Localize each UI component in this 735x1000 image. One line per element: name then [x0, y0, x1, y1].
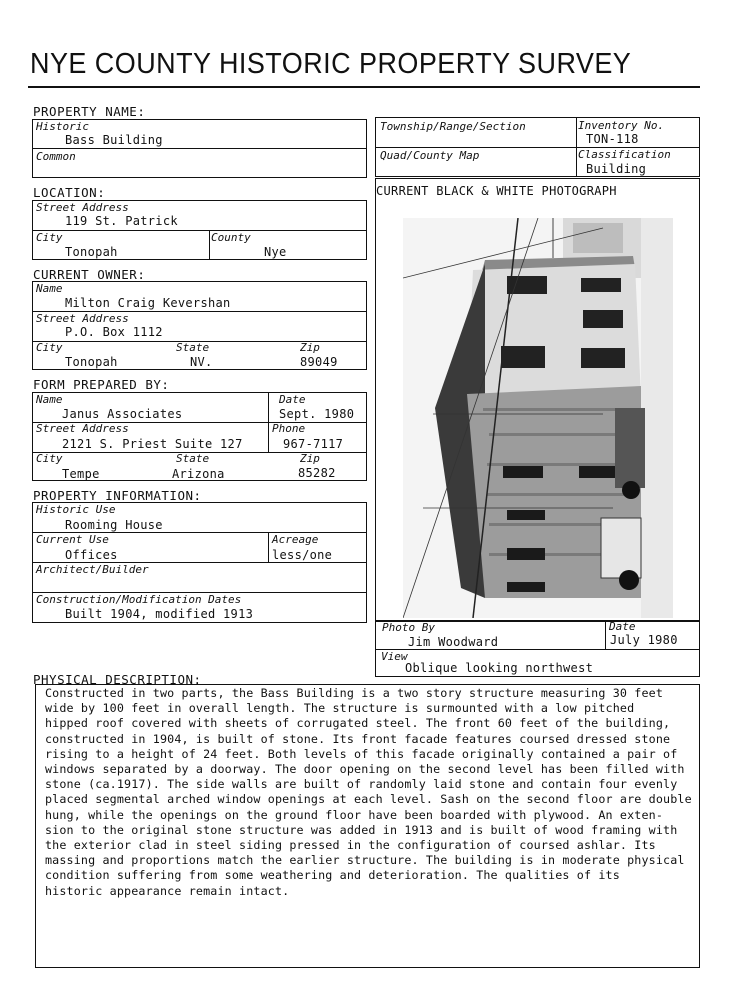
description-line: hung, while the openings on the ground floor have been boarded with plywood. An exten-	[45, 807, 664, 822]
owner-state-label: State	[176, 341, 210, 354]
photo-by-value: Jim Woodward	[408, 635, 499, 649]
page-title: NYE COUNTY HISTORIC PROPERTY SURVEY	[30, 48, 632, 80]
prepared-name-label: Name	[36, 393, 63, 406]
historic-name-label: Historic	[36, 120, 89, 133]
description-line: windows separated by a doorway. The door opening on the second level has been filled with	[45, 762, 685, 777]
historic-name-value: Bass Building	[65, 133, 163, 147]
prepared-state-label: State	[176, 452, 210, 465]
quad-map-label: Quad/County Map	[380, 149, 480, 162]
inventory-label: Inventory No.	[578, 119, 665, 132]
acreage-label: Acreage	[272, 533, 319, 546]
property-name-heading: PROPERTY NAME:	[33, 104, 146, 119]
description-line: stone (ca.1917). The side walls are built of randomly laid stone and contain four evenly	[45, 777, 678, 792]
title-underline	[28, 86, 700, 88]
prepared-heading: FORM PREPARED BY:	[33, 377, 170, 392]
dates-label: Construction/Modification Dates	[36, 593, 242, 606]
prepared-date-value: Sept. 1980	[279, 407, 355, 421]
prepared-zip-label: Zip	[300, 452, 320, 465]
prepared-street-value: 2121 S. Priest Suite 127	[62, 437, 243, 451]
owner-zip-value: 89049	[300, 355, 338, 369]
location-county-value: Nye	[264, 245, 287, 259]
location-street-label: Street Address	[36, 201, 129, 214]
photo-date-label: Date	[609, 620, 636, 633]
owner-zip-label: Zip	[300, 341, 320, 354]
prepared-phone-value: 967-7117	[283, 437, 344, 451]
architect-label: Architect/Builder	[36, 563, 149, 576]
location-city-value: Tonopah	[65, 245, 118, 259]
description-line: wide by 100 feet in overall length. The structure is surmounted with a low pitched	[45, 701, 635, 716]
location-heading: LOCATION:	[33, 185, 106, 200]
owner-state-value: NV.	[190, 355, 213, 369]
building-photograph	[403, 218, 673, 618]
common-name-label: Common	[36, 150, 76, 163]
township-label: Township/Range/Section	[380, 120, 526, 133]
owner-heading: CURRENT OWNER:	[33, 267, 146, 282]
location-street-value: 119 St. Patrick	[65, 214, 178, 228]
prepared-city-value: Tempe	[62, 467, 100, 481]
acreage-value: less/one	[272, 548, 333, 562]
location-city-label: City	[36, 231, 63, 244]
description-line: historic appearance remain intact.	[45, 883, 290, 898]
description-line: constructed in 1904, is built of stone. Its front facade features coursed dressed stone	[45, 731, 671, 746]
owner-city-label: City	[36, 341, 63, 354]
current-use-value: Offices	[65, 548, 118, 562]
photo-date-value: July 1980	[610, 633, 678, 647]
owner-name-label: Name	[36, 282, 63, 295]
prepared-street-label: Street Address	[36, 422, 129, 435]
location-county-label: County	[211, 231, 251, 244]
classification-value: Building	[586, 162, 647, 176]
prepared-zip-value: 85282	[298, 466, 336, 480]
physical-description-text	[45, 686, 692, 899]
description-line: the exterior clad in steel siding pressed in the configuration of coursed ashlar. Its	[45, 838, 656, 853]
property-info-heading: PROPERTY INFORMATION:	[33, 488, 202, 503]
current-use-label: Current Use	[36, 533, 109, 546]
historic-use-value: Rooming House	[65, 518, 163, 532]
description-line: placed segmental arched window openings at each level. Sash on the second floor are double	[45, 792, 692, 807]
description-line: hipped roof covered with sheets of corrugated steel. The front 60 feet of the building,	[45, 716, 671, 731]
photograph-heading: CURRENT BLACK & WHITE PHOTOGRAPH	[376, 184, 617, 198]
physical-description-heading: PHYSICAL DESCRIPTION:	[33, 672, 202, 687]
prepared-state-value: Arizona	[172, 467, 225, 481]
description-line: massing and proportions match the earlier structure. The building is in moderate physical	[45, 853, 685, 868]
owner-city-value: Tonopah	[65, 355, 118, 369]
description-line: condition suffering from some weathering and deterioration. The qualities of its	[45, 868, 620, 883]
historic-use-label: Historic Use	[36, 503, 116, 516]
prepared-name-value: Janus Associates	[62, 407, 183, 421]
prepared-phone-label: Phone	[272, 422, 306, 435]
prepared-date-label: Date	[279, 393, 306, 406]
owner-street-value: P.O. Box 1112	[65, 325, 163, 339]
view-label: View	[381, 650, 408, 663]
dates-value: Built 1904, modified 1913	[65, 607, 254, 621]
owner-name-value: Milton Craig Kevershan	[65, 296, 231, 310]
prepared-city-label: City	[36, 452, 63, 465]
inventory-value: TON-118	[586, 132, 639, 146]
photo-by-label: Photo By	[382, 621, 435, 634]
classification-label: Classification	[578, 148, 671, 161]
owner-street-label: Street Address	[36, 312, 129, 325]
description-line: rising to a height of 24 feet. Both levels of this facade originally contained a pair of	[45, 746, 678, 761]
view-value: Oblique looking northwest	[405, 661, 594, 675]
description-line: sion to the original stone structure was added in 1913 and is built of wood framing with	[45, 822, 678, 837]
description-line: Constructed in two parts, the Bass Building is a two story structure measuring 30 feet	[45, 686, 664, 700]
